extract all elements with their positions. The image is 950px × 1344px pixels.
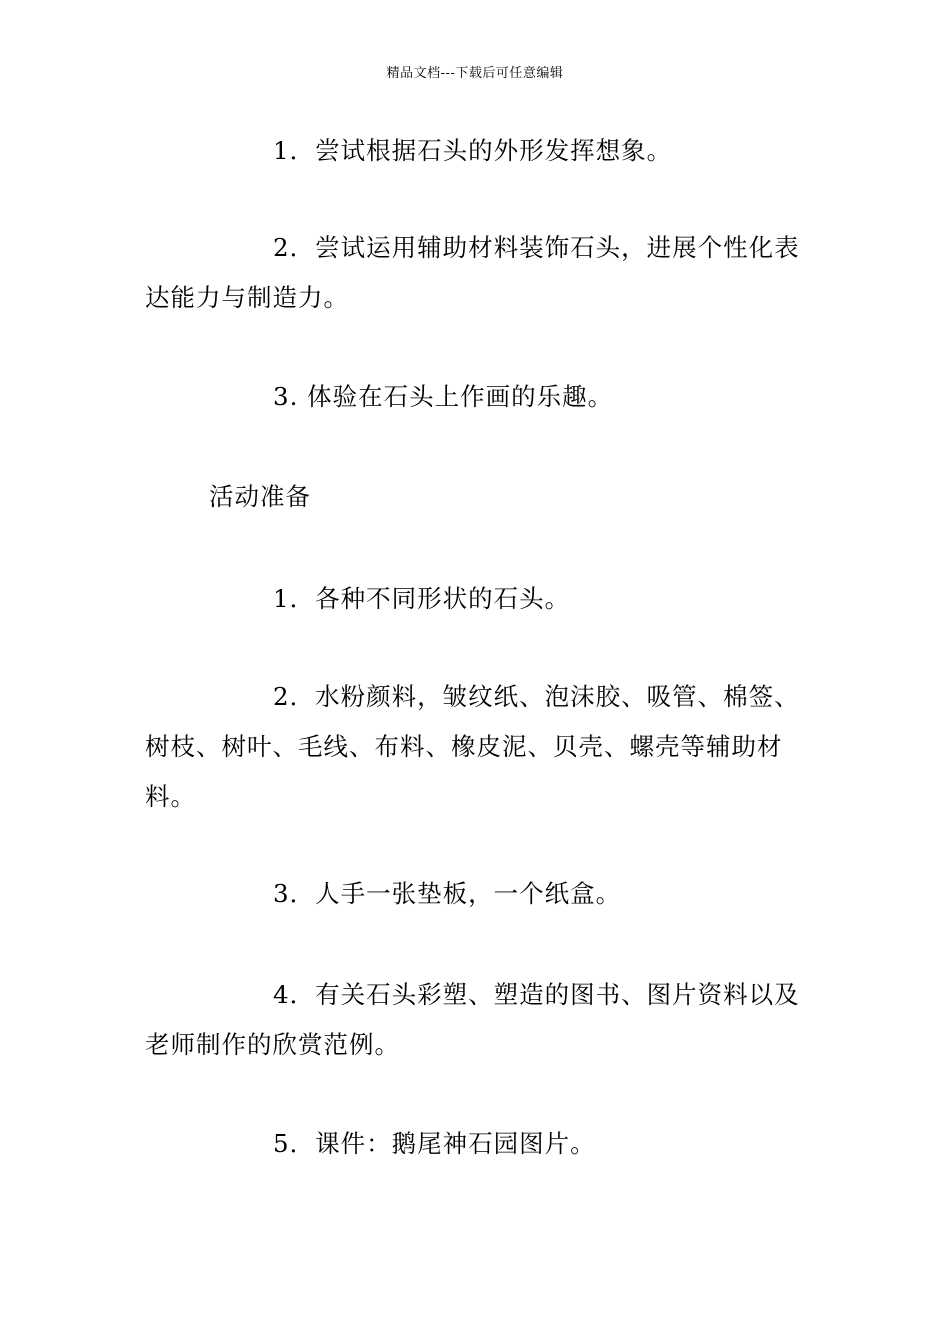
prep-item-4: 4．有关石头彩塑、塑造的图书、图片资料以及老师制作的欣赏范例。 bbox=[145, 980, 800, 1059]
prep-item-2: 2．水粉颜料，皱纹纸、泡沫胶、吸管、棉签、树枝、树叶、毛线、布料、橡皮泥、贝壳、螺壳等辅助材料。 bbox=[145, 682, 800, 811]
prep-item-5: 5．课件：鹅尾神石园图片。 bbox=[273, 1129, 596, 1158]
prep-item-3: 3．人手一张垫板，一个纸盒。 bbox=[273, 879, 622, 908]
section-title: 活动准备 bbox=[209, 482, 311, 511]
goal-item-3: 3. 体验在石头上作画的乐趣。 bbox=[273, 382, 614, 411]
goal-item-1: 1．尝试根据石头的外形发挥想象。 bbox=[273, 136, 673, 165]
prep-item-1: 1．各种不同形状的石头。 bbox=[273, 584, 571, 613]
page-header: 精品文档---下载后可任意编辑 bbox=[386, 66, 564, 81]
goal-item-2: 2．尝试运用辅助材料装饰石头，进展个性化表达能力与制造力。 bbox=[145, 233, 800, 312]
